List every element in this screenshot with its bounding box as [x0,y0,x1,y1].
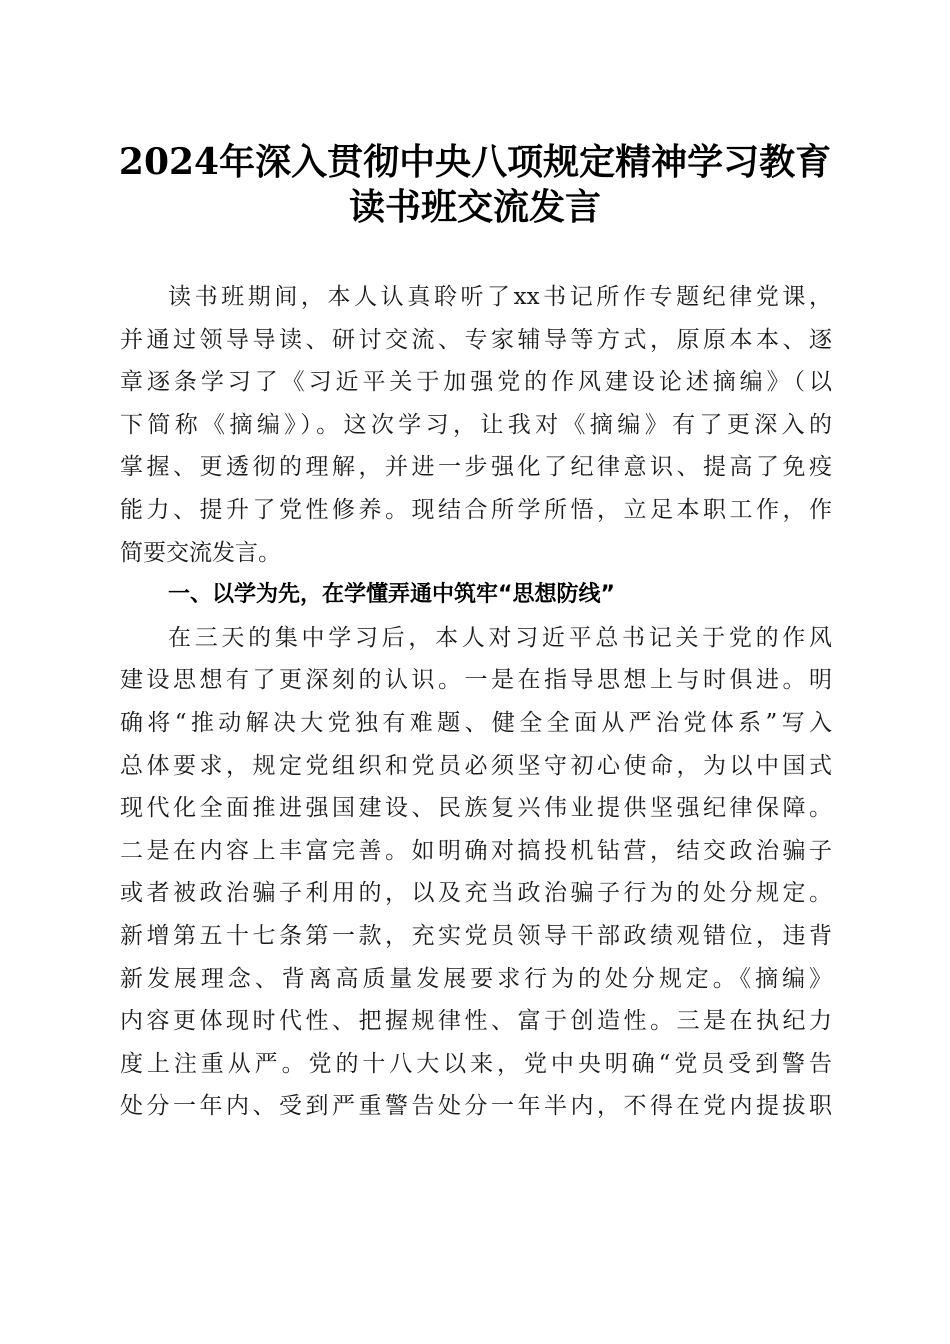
section-1-line: 现代化全面推进强国建设、民族复兴伟业提供坚强纪律保障。 [120,795,832,822]
document-title-line-1: 2024年深入贯彻中央八项规定精神学习教育 [118,141,832,183]
section-1-line: 新发展理念、背离高质量发展要求行为的处分规定。《摘编》 [120,965,832,992]
section-1-line: 总体要求，规定党组织和党员必须坚守初心使命，为以中国式 [120,752,832,779]
section-1-line: 新增第五十七条第一款，充实党员领导干部政绩观错位，违背 [120,922,832,949]
section-1-line: 或者被政治骗子利用的，以及充当政治骗子行为的处分规定。 [120,880,832,907]
intro-line: 能力、提升了党性修养。现结合所学所悟，立足本职工作，作 [120,496,832,523]
document-body [120,276,832,1128]
document-title-line-2: 读书班交流发言 [348,186,601,228]
section-1-heading: 一、以学为先，在学懂弄通中筑牢“思想防线” [168,582,615,608]
intro-line: 掌握、更透彻的理解，并进一步强化了纪律意识、提高了免疫 [120,454,832,481]
section-1-line: 在三天的集中学习后，本人对习近平总书记关于党的作风 [168,624,832,651]
section-1-line: 度上注重从严。党的十八大以来，党中央明确“党员受到警告 [120,1050,832,1077]
section-1-line: 建设思想有了更深刻的认识。一是在指导思想上与时俱进。明 [120,667,832,694]
section-1-line: 处分一年内、受到严重警告处分一年半内，不得在党内提拔职 [120,1093,832,1120]
section-1-line: 二是在内容上丰富完善。如明确对搞投机钻营，结交政治骗子 [120,837,832,864]
section-1-line: 内容更体现时代性、把握规律性、富于创造性。三是在执纪力 [120,1008,832,1035]
section-1-line: 确将“推动解决大党独有难题、健全全面从严治党体系”写入 [120,709,832,736]
intro-line: 并通过领导导读、研讨交流、专家辅导等方式，原原本本、逐 [120,326,832,353]
intro-line: 下简称《摘编》）。这次学习，让我对《摘编》有了更深入的 [120,411,832,438]
intro-line: 章逐条学习了《习近平关于加强党的作风建设论述摘编》（以 [120,369,832,396]
intro-line: 简要交流发言。 [120,539,281,566]
intro-line: 读书班期间，本人认真聆听了xx书记所作专题纪律党课， [168,284,832,310]
